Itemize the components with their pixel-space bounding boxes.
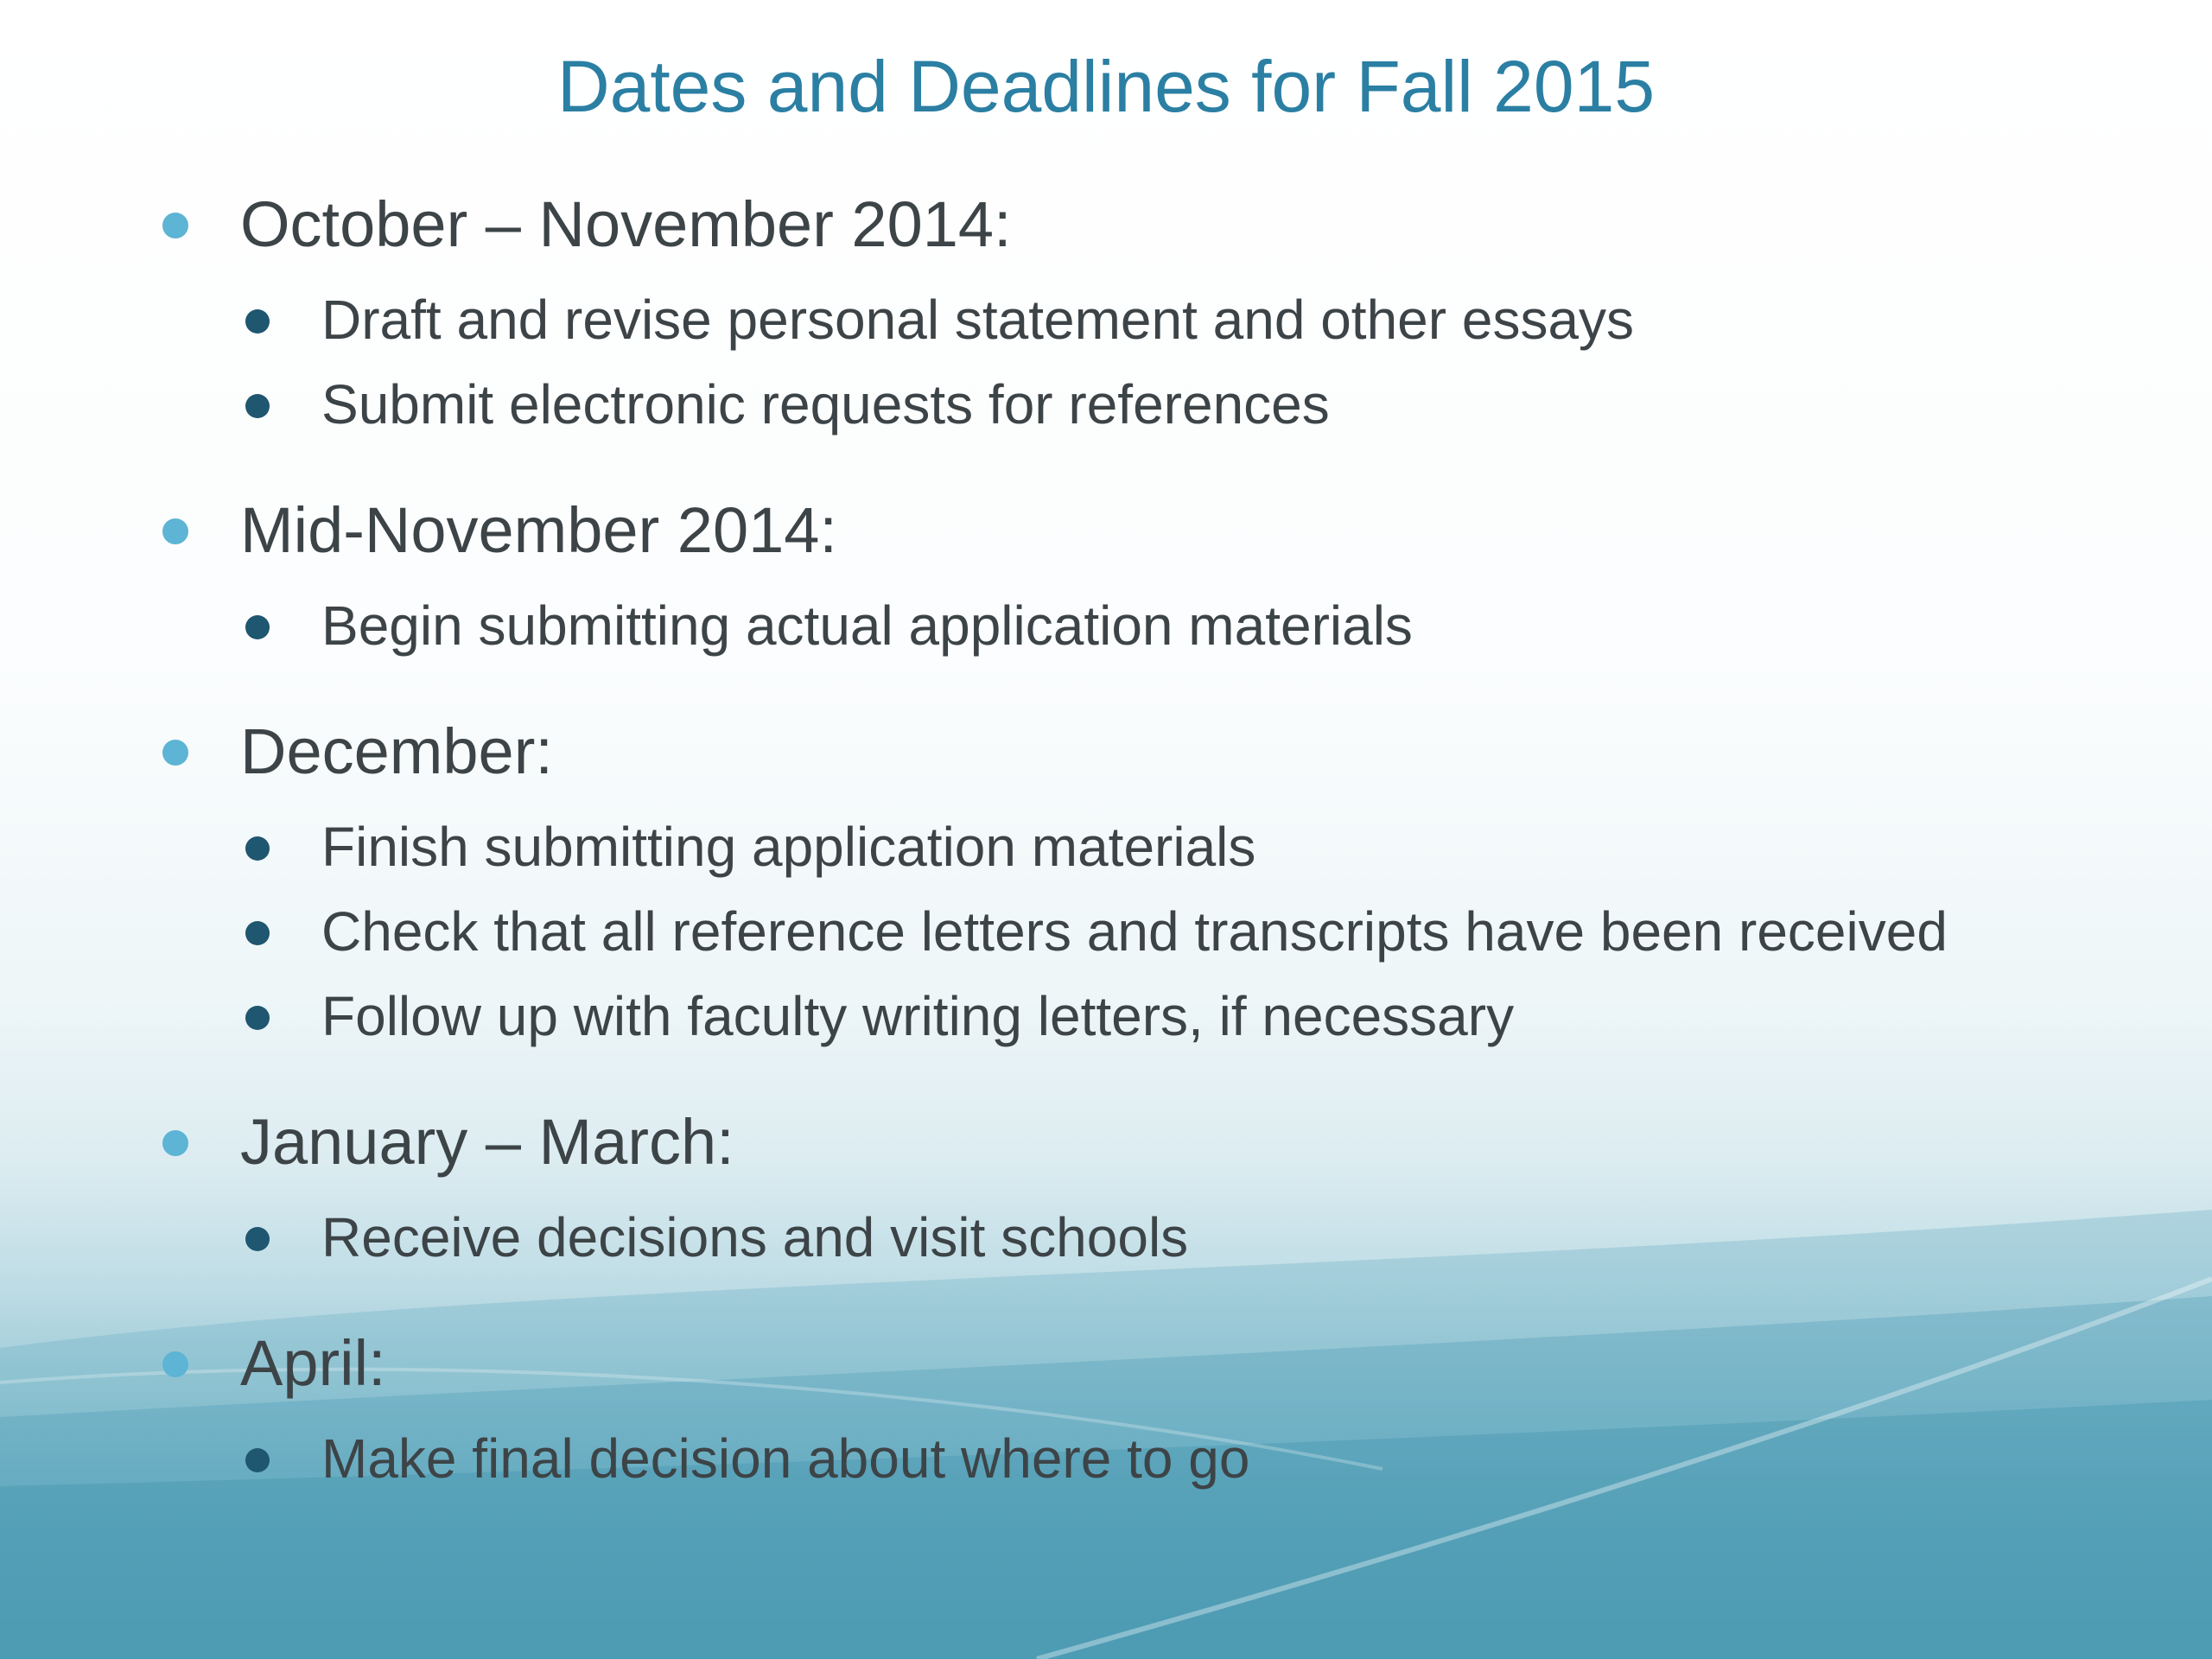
sub-bullet-list bbox=[156, 1426, 2100, 1491]
sub-bullet-icon bbox=[245, 921, 270, 945]
sub-bullet-list bbox=[156, 287, 2100, 437]
section-heading bbox=[156, 181, 2100, 268]
list-item-text: Draft and revise personal statement and other essays bbox=[321, 289, 1635, 351]
section-heading-text: April: bbox=[240, 1327, 386, 1399]
sub-bullet-icon bbox=[245, 615, 270, 639]
sub-bullet-icon bbox=[245, 836, 270, 861]
bullet-icon bbox=[162, 1130, 188, 1156]
sub-bullet-list bbox=[156, 814, 2100, 1049]
sub-bullet-icon bbox=[245, 1448, 270, 1472]
bullet-icon bbox=[162, 1351, 188, 1377]
section-heading-text: December: bbox=[240, 715, 553, 787]
section-heading-text: Mid-November 2014: bbox=[240, 494, 837, 566]
slide-title: Dates and Deadlines for Fall 2015 bbox=[556, 46, 1656, 127]
list-item bbox=[156, 593, 2100, 658]
sub-bullet-icon bbox=[245, 1227, 270, 1251]
sub-bullet-list bbox=[156, 1205, 2100, 1270]
section-heading-text: October – November 2014: bbox=[240, 188, 1012, 260]
list-item bbox=[156, 1205, 2100, 1270]
section-heading bbox=[156, 1099, 2100, 1185]
sub-bullet-icon bbox=[245, 394, 270, 418]
list-item bbox=[156, 983, 2100, 1049]
list-item-text: Check that all reference letters and transcripts have been received bbox=[321, 900, 1948, 963]
section-december bbox=[156, 709, 2100, 1049]
section-heading-text: January – March: bbox=[240, 1106, 734, 1178]
list-item-text: Receive decisions and visit schools bbox=[321, 1206, 1189, 1268]
section-heading bbox=[156, 709, 2100, 795]
list-item-text: Follow up with faculty writing letters, if necessary bbox=[321, 985, 1515, 1047]
section-heading bbox=[156, 1320, 2100, 1407]
section-april bbox=[156, 1320, 2100, 1491]
list-item-text: Finish submitting application materials bbox=[321, 816, 1256, 878]
slide-content bbox=[156, 181, 2100, 1541]
list-item bbox=[156, 1426, 2100, 1491]
sub-bullet-list bbox=[156, 593, 2100, 658]
sub-bullet-icon bbox=[245, 1006, 270, 1030]
list-item-text: Submit electronic requests for references bbox=[321, 373, 1330, 435]
list-item bbox=[156, 899, 2100, 964]
section-jan-march bbox=[156, 1099, 2100, 1270]
section-heading bbox=[156, 487, 2100, 574]
bullet-icon bbox=[162, 740, 188, 766]
list-item-text: Make final decision about where to go bbox=[321, 1427, 1250, 1490]
sub-bullet-icon bbox=[245, 309, 270, 334]
list-item bbox=[156, 814, 2100, 880]
bullet-icon bbox=[162, 213, 188, 238]
list-item bbox=[156, 372, 2100, 437]
section-oct-nov bbox=[156, 181, 2100, 437]
list-item bbox=[156, 287, 2100, 353]
list-item-text: Begin submitting actual application materials bbox=[321, 594, 1413, 657]
section-mid-november bbox=[156, 487, 2100, 658]
bullet-icon bbox=[162, 518, 188, 544]
